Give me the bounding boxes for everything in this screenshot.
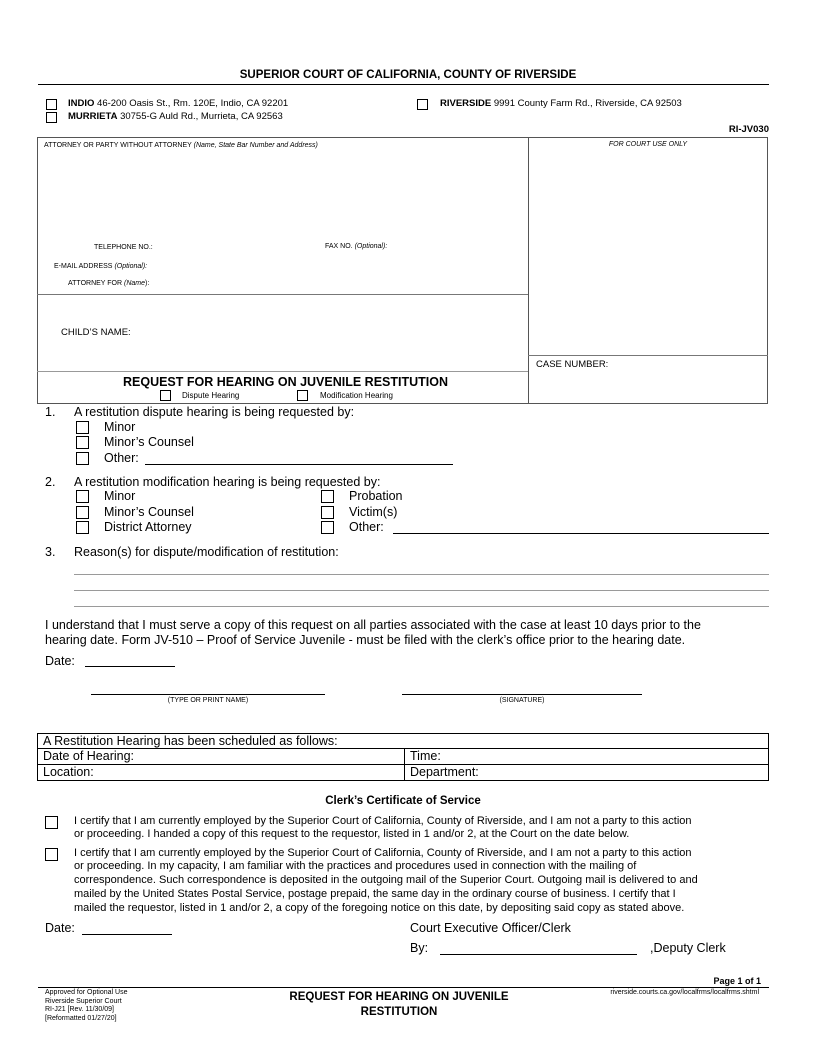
cert-para2-line4: mailed by the United States Postal Service, postage prepaid, the same day in the ordinary course of business. I certify that I bbox=[74, 888, 676, 900]
cert-para2-line1: I certify that I am currently employed by the Superior Court of California, County of Riverside, and I am not a party to this action bbox=[74, 847, 692, 859]
fax-label: FAX NO. (Optional): bbox=[325, 243, 388, 250]
s2-victims-label: Victim(s) bbox=[349, 505, 398, 519]
section3-number: 3. bbox=[45, 545, 56, 559]
by-label: By: bbox=[410, 941, 429, 955]
telephone-label: TELEPHONE NO.: bbox=[94, 244, 153, 251]
riverside-location: RIVERSIDE 9991 County Farm Rd., Riverside, CA 92503 bbox=[440, 98, 682, 109]
approved-line: Approved for Optional Use bbox=[45, 989, 128, 996]
s1-other-checkbox[interactable] bbox=[76, 452, 89, 465]
cert-date-label: Date: bbox=[45, 921, 75, 935]
murrieta-location: MURRIETA 30755-G Auld Rd., Murrieta, CA 92563 bbox=[68, 111, 283, 122]
modification-hearing-label: Modification Hearing bbox=[320, 391, 393, 400]
approved-line: RI-J21 [Rev. 11/30/09] bbox=[45, 1006, 114, 1013]
section1-number: 1. bbox=[45, 405, 56, 419]
cert-para2-line5: mailed the requestor, listed in 1 and/or 2, a copy of the foregoing notice on this date, by depositing said copy as stated above. bbox=[74, 902, 685, 914]
department-label: Department: bbox=[410, 765, 479, 779]
cert-para1-line1: I certify that I am currently employed by the Superior Court of California, County of Riverside, and I am not a party to this action bbox=[74, 815, 692, 827]
s1-other-label: Other: bbox=[104, 451, 139, 465]
ack-date-field[interactable] bbox=[85, 666, 175, 667]
type-name-field[interactable] bbox=[91, 694, 325, 695]
cert-mailed-checkbox[interactable] bbox=[45, 848, 58, 861]
location-label: Location: bbox=[43, 765, 94, 779]
attorney-for-label: ATTORNEY FOR (Name): bbox=[68, 280, 150, 287]
form-title: REQUEST FOR HEARING ON JUVENILE RESTITUTION bbox=[122, 375, 449, 389]
s1-minor-checkbox[interactable] bbox=[76, 421, 89, 434]
cert-para2-line2: or proceeding. In my capacity, I am familiar with the practices and procedures used in connection with the mailing of bbox=[74, 860, 637, 872]
hearing-date-label: Date of Hearing: bbox=[43, 749, 135, 763]
footer-title bbox=[240, 990, 558, 1020]
dispute-hearing-checkbox[interactable] bbox=[160, 390, 171, 401]
s2-counsel-label: Minor’s Counsel bbox=[104, 505, 194, 519]
section2-number: 2. bbox=[45, 475, 56, 489]
s1-minor-label: Minor bbox=[104, 420, 136, 434]
court-use-label: FOR COURT USE ONLY bbox=[608, 141, 688, 148]
s1-counsel-checkbox[interactable] bbox=[76, 436, 89, 449]
deputy-clerk-label: ,Deputy Clerk bbox=[650, 941, 726, 955]
s2-other-label: Other: bbox=[349, 520, 384, 534]
ack-line-2: hearing date. Form JV-510 – Proof of Service Juvenile - must be filed with the clerk’s office prior to the hearing date. bbox=[45, 633, 686, 647]
cert-para2-line3: correspondence. Such correspondence is deposited in the outgoing mail of the Superior Court. Outgoing mail is delivered to and bbox=[74, 874, 698, 886]
approved-info bbox=[45, 989, 128, 1023]
signature-label: (SIGNATURE) bbox=[499, 697, 545, 704]
footer-title-line: RESTITUTION bbox=[360, 1006, 438, 1018]
schedule-col bbox=[404, 748, 405, 780]
s1-other-field[interactable] bbox=[145, 464, 453, 465]
s2-other-checkbox[interactable] bbox=[321, 521, 334, 534]
certificate-title: Clerk’s Certificate of Service bbox=[325, 795, 481, 807]
indio-location: INDIO 46-200 Oasis St., Rm. 120E, Indio, CA 92201 bbox=[68, 98, 289, 109]
s1-counsel-label: Minor’s Counsel bbox=[104, 435, 194, 449]
attorney-label: ATTORNEY OR PARTY WITHOUT ATTORNEY (Name, State Bar Number and Address) bbox=[44, 142, 318, 149]
cert-date-field[interactable] bbox=[82, 934, 172, 935]
form-number: RI-JV030 bbox=[728, 124, 769, 135]
s2-da-checkbox[interactable] bbox=[76, 521, 89, 534]
ack-date-label: Date: bbox=[45, 654, 75, 668]
modification-hearing-checkbox[interactable] bbox=[297, 390, 308, 401]
case-number-rule bbox=[528, 355, 768, 356]
cert-handed-checkbox[interactable] bbox=[45, 816, 58, 829]
s2-other-field[interactable] bbox=[393, 533, 769, 534]
court-title: SUPERIOR COURT OF CALIFORNIA, COUNTY OF RIVERSIDE bbox=[239, 69, 577, 81]
box-divider bbox=[528, 137, 529, 404]
type-name-label: (TYPE OR PRINT NAME) bbox=[167, 697, 249, 704]
approved-line: [Reformatted 01/27/20] bbox=[45, 1014, 117, 1022]
indio-checkbox[interactable] bbox=[46, 99, 57, 110]
case-number-label: CASE NUMBER: bbox=[536, 359, 609, 370]
deputy-name-field[interactable] bbox=[440, 954, 637, 955]
s2-victims-checkbox[interactable] bbox=[321, 506, 334, 519]
officer-label: Court Executive Officer/Clerk bbox=[410, 921, 571, 935]
s2-probation-label: Probation bbox=[349, 489, 403, 503]
murrieta-checkbox[interactable] bbox=[46, 112, 57, 123]
footer-title-line: REQUEST FOR HEARING ON JUVENILE bbox=[289, 991, 509, 1003]
s2-counsel-checkbox[interactable] bbox=[76, 506, 89, 519]
s2-minor-checkbox[interactable] bbox=[76, 490, 89, 503]
footer-rule bbox=[38, 987, 769, 988]
reason-line-3[interactable] bbox=[74, 606, 769, 607]
riverside-checkbox[interactable] bbox=[417, 99, 428, 110]
dispute-hearing-label: Dispute Hearing bbox=[182, 391, 240, 400]
ack-line-1: I understand that I must serve a copy of this request on all parties associated with the case at least 10 days prior to the bbox=[45, 618, 701, 632]
schedule-row-1 bbox=[37, 748, 769, 749]
title-rule bbox=[37, 371, 528, 372]
childs-name-rule bbox=[37, 294, 528, 295]
time-label: Time: bbox=[410, 749, 441, 763]
page-number: Page 1 of 1 bbox=[713, 976, 761, 986]
cert-para1-line2: or proceeding. I handed a copy of this request to the requestor, listed in 1 and/or 2, at the Court on the date below. bbox=[74, 828, 630, 840]
s2-da-label: District Attorney bbox=[104, 520, 192, 534]
s2-probation-checkbox[interactable] bbox=[321, 490, 334, 503]
footer-url[interactable]: riverside.courts.ca.gov/localfrms/localfrms.shtml bbox=[610, 989, 759, 996]
section2-text: A restitution modification hearing is being requested by: bbox=[74, 475, 381, 489]
reason-line-1[interactable] bbox=[74, 574, 769, 575]
signature-field[interactable] bbox=[402, 694, 642, 695]
schedule-heading: A Restitution Hearing has been scheduled as follows: bbox=[43, 734, 338, 748]
childs-name-label: CHILD’S NAME: bbox=[61, 327, 131, 338]
reason-line-2[interactable] bbox=[74, 590, 769, 591]
section1-text: A restitution dispute hearing is being requested by: bbox=[74, 405, 355, 419]
s2-minor-label: Minor bbox=[104, 489, 136, 503]
header-rule bbox=[38, 84, 769, 85]
section3-text: Reason(s) for dispute/modification of restitution: bbox=[74, 545, 339, 559]
approved-line: Riverside Superior Court bbox=[45, 997, 122, 1005]
schedule-row-2 bbox=[37, 764, 769, 765]
email-label: E-MAIL ADDRESS (Optional): bbox=[54, 263, 148, 270]
attorney-box-frame bbox=[37, 137, 768, 404]
